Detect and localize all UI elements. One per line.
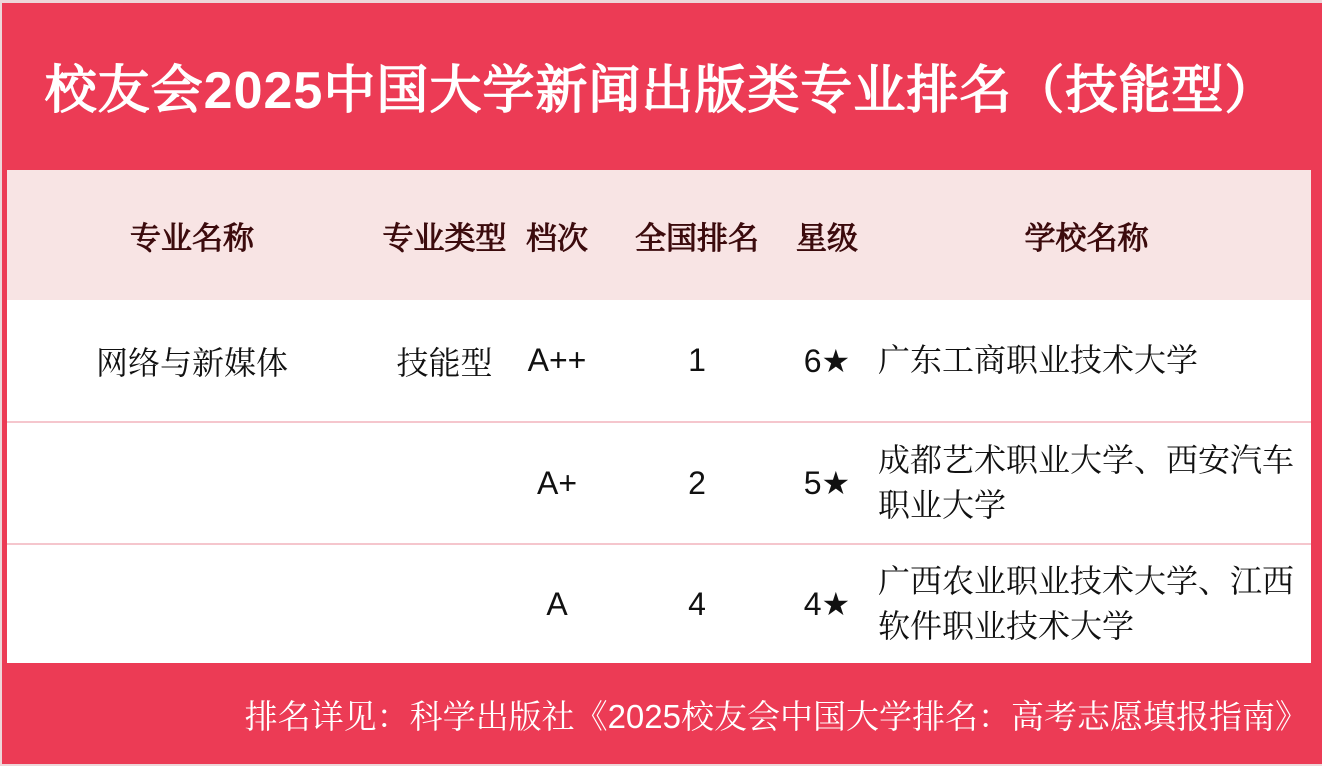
school-cell: 广东工商职业技术大学 [878,342,1199,379]
stars-cell: 4★ [803,586,851,622]
school-cell: 广西农业职业技术大学、江西软件职业技术大学 [878,563,1295,644]
column-header-major: 专业名称 [130,220,254,256]
column-header-grade: 档次 [526,220,588,256]
page-title: 校友会2025中国大学新闻出版类专业排名（技能型） [44,61,1278,120]
rank-cell: 4 [688,585,706,622]
table-row [7,543,1311,663]
school-cell: 成都艺术职业大学、西安汽车职业大学 [878,442,1295,523]
column-header-stars: 星级 [796,220,858,256]
grade-cell: A [546,585,568,622]
stars-cell: 6★ [803,342,851,379]
ranking-table [7,170,1311,663]
grade-cell: A++ [527,342,587,378]
footer-band [0,665,1322,764]
table-row [7,421,1311,543]
rank-cell: 1 [688,342,706,378]
column-header-type: 专业类型 [382,220,507,256]
column-header-rank: 全国排名 [635,220,759,256]
major-cell: 网络与新媒体 [95,344,288,381]
grade-cell: A+ [536,464,578,501]
table-header-row [7,170,1311,300]
table-row [7,300,1311,421]
type-cell: 技能型 [396,344,493,381]
stars-cell: 5★ [803,465,851,501]
column-header-school: 学校名称 [1024,220,1149,256]
title-band [0,0,1322,170]
rank-cell: 2 [688,464,706,501]
footer-source-note: 排名详见：科学出版社《2025校友会中国大学排名：高考志愿填报指南》 [244,698,1308,735]
